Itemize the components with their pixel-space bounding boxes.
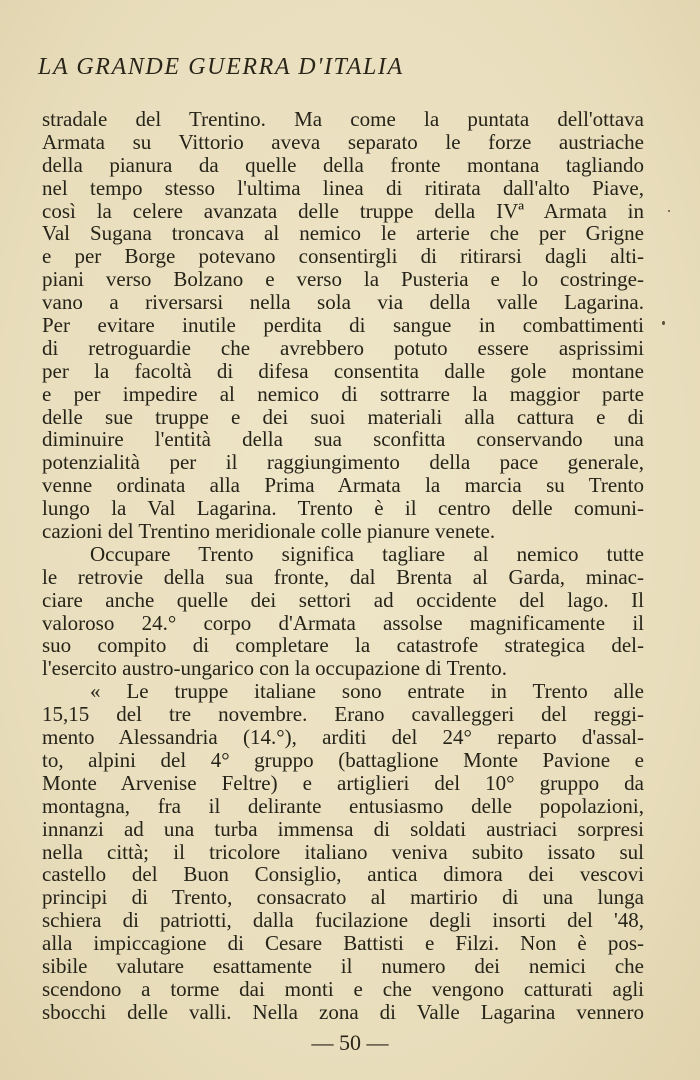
ink-speck (662, 321, 665, 325)
text-line: innanzi ad una turba immensa di soldati austriaci sorpresi (42, 816, 644, 841)
text-line: ciare anche quelle dei settori ad occidente del lago. Il (42, 587, 644, 612)
text-line: sibile valutare esattamente il numero dei nemici che (42, 953, 644, 978)
running-header: LA GRANDE GUERRA D'ITALIA (38, 54, 404, 80)
text-line: cazioni del Trentino meridionale colle pianure venete. (42, 519, 496, 544)
text-line: l'esercito austro-ungarico con la occupazione di Trento. (42, 656, 508, 681)
text-line: suo compito di completare la catastrofe strategica del- (42, 633, 644, 658)
text-line: 15,15 del tre novembre. Erano cavalleggeri del reggi- (42, 702, 644, 727)
text-line: così la celere avanzata delle truppe della IVª Armata in (42, 198, 644, 223)
text-line: to, alpini del 4° gruppo (battaglione Monte Pavione e (42, 747, 644, 772)
text-line: Armata su Vittorio aveva separato le forze austriache (42, 129, 644, 154)
text-line: potenzialità per il raggiungimento della pace generale, (42, 450, 644, 475)
text-line: lungo la Val Lagarina. Trento è il centro delle comuni- (42, 496, 644, 521)
text-line: nel tempo stesso l'ultima linea di ritirata dall'alto Piave, (42, 175, 644, 200)
text-line: scendono a torme dai monti e che vengono catturati agli (42, 976, 644, 1001)
text-line: schiera di patriotti, dalla fucilazione degli insorti del '48, (42, 908, 644, 933)
text-line: diminuire l'entità della sua sconfitta conservando una (42, 427, 644, 452)
text-line: valoroso 24.° corpo d'Armata assolse magnificamente il (42, 610, 644, 635)
text-line: Occupare Trento significa tagliare al nemico tutte (90, 541, 644, 566)
text-line: sbocchi delle valli. Nella zona di Valle Lagarina vennero (42, 999, 644, 1024)
text-line: per la facoltà di difesa consentita dalle gole montane (42, 358, 644, 383)
text-line: Val Sugana troncava al nemico le arterie che per Grigne (42, 221, 644, 246)
text-line: delle sue truppe e dei suoi materiali alla cattura e di (42, 404, 644, 429)
text-line: castello del Buon Consiglio, antica dimora dei vescovi (42, 862, 644, 887)
text-line: principi di Trento, consacrato al martirio di una lunga (42, 885, 644, 910)
text-line: di retroguardie che avrebbero potuto essere asprissimi (42, 335, 644, 360)
page-number: — 50 — (311, 1030, 389, 1055)
text-line: e per Borge potevano consentirgli di ritirarsi dagli alti- (42, 244, 644, 269)
text-line: Monte Arvenise Feltre) e artiglieri del 10° gruppo da (42, 770, 644, 795)
text-line: venne ordinata alla Prima Armata la marcia su Trento (42, 473, 644, 498)
text-line: mento Alessandria (14.°), arditi del 24° reparto d'assal- (42, 725, 644, 750)
text-line: alla impiccagione di Cesare Battisti e Filzi. Non è pos- (42, 931, 644, 956)
body-text (42, 108, 644, 1024)
ink-speck (668, 210, 670, 212)
text-line: « Le truppe italiane sono entrate in Trento alle (90, 679, 644, 704)
text-line: le retrovie della sua fronte, dal Brenta al Garda, minac- (42, 564, 644, 589)
text-line: della pianura da quelle della fronte montana tagliando (42, 152, 644, 177)
text-line: vano a riversarsi nella sola via della valle Lagarina. (42, 290, 644, 315)
text-line: Per evitare inutile perdita di sangue in combattimenti (42, 313, 644, 338)
text-line: stradale del Trentino. Ma come la puntata dell'ottava (42, 107, 644, 131)
text-line: e per impedire al nemico di sottrarre la maggior parte (42, 381, 644, 406)
text-line: montagna, fra il delirante entusiasmo delle popolazioni, (42, 793, 644, 818)
text-line: piani verso Bolzano e verso la Pusteria e lo costringe- (42, 267, 644, 292)
text-line: nella città; il tricolore italiano veniva subito issato sul (42, 839, 644, 864)
